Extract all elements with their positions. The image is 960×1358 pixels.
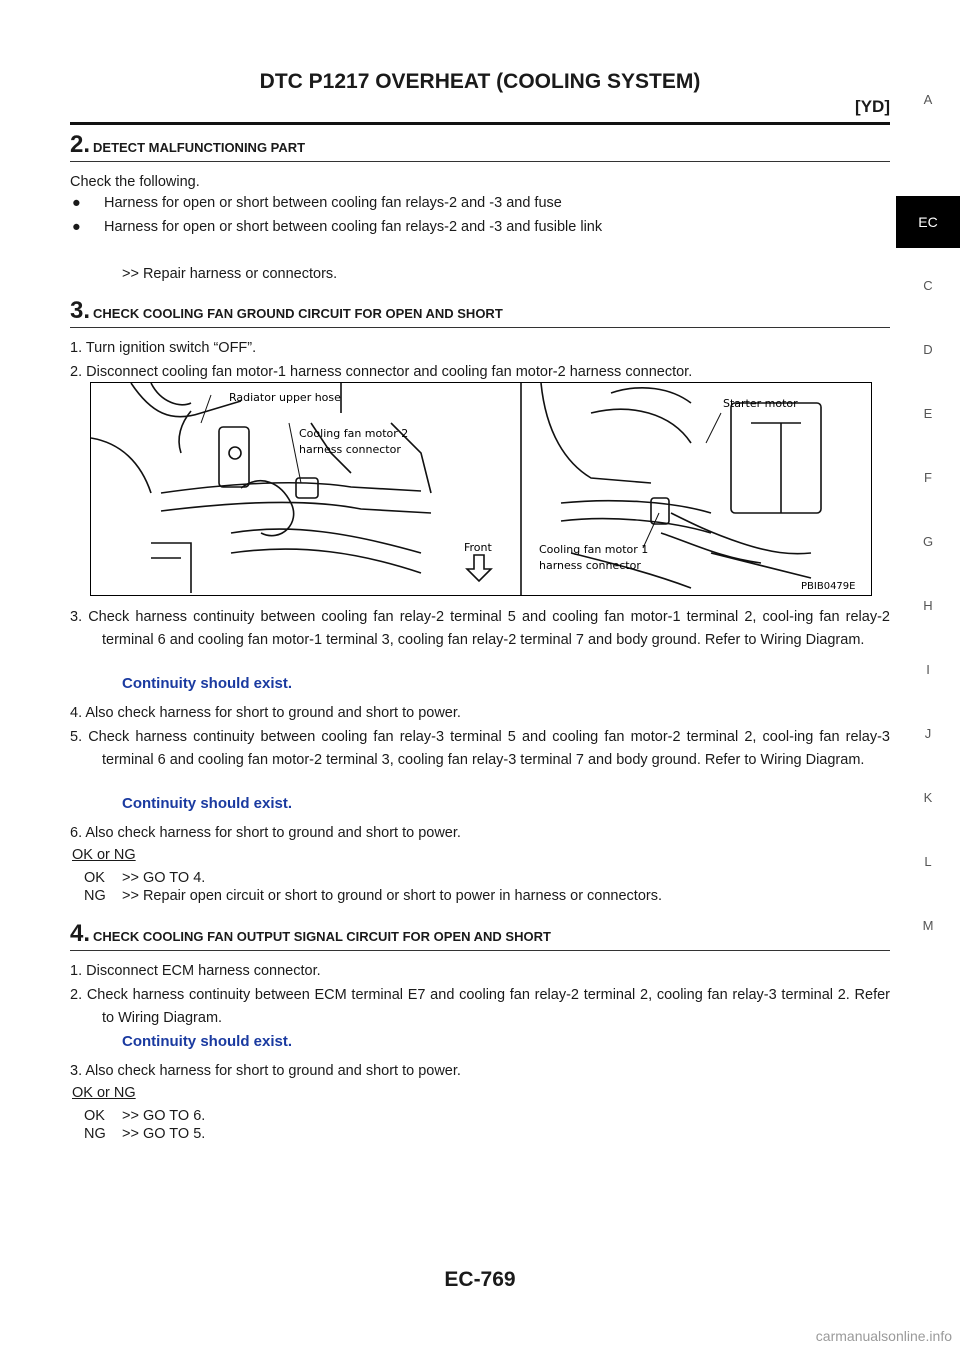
- step-2-intro: Check the following.: [70, 174, 200, 190]
- label-radiator-hose: Radiator upper hose: [229, 391, 341, 404]
- check-item: Harness for open or short between cooling fan relays-2 and -3 and fusible link: [104, 219, 603, 235]
- tab-d[interactable]: D: [923, 342, 933, 357]
- instruction-item: 6. Also check harness for short to ground and short to power.: [70, 825, 461, 841]
- engine-bay-illustration: [91, 383, 871, 595]
- instruction-item: 4. Also check harness for short to ground and short to power.: [70, 705, 461, 721]
- ok-action: >> GO TO 4.: [122, 870, 206, 886]
- page-number: EC-769: [444, 1268, 516, 1291]
- spec-continuity: Continuity should exist.: [122, 1033, 293, 1050]
- step-rule: [70, 161, 890, 162]
- ok-code: OK: [84, 1108, 105, 1124]
- watermark[interactable]: carmanualsonline.info: [815, 1328, 952, 1344]
- step-4-heading: [70, 920, 890, 948]
- instruction-item: 3. Check harness continuity between cooling fan relay-2 terminal 5 and cooling fan motor-1 terminal 2, cool-ing fan relay-2 terminal 6 and cooling fan motor-1 terminal 3, cooling fan relay-2 terminal 7 and body ground. Refer to Wiring Diagram.: [70, 609, 890, 648]
- spec-continuity: Continuity should exist.: [122, 675, 293, 692]
- ng-code: NG: [84, 1126, 106, 1142]
- ok-ng-label: OK or NG: [72, 847, 136, 863]
- ok-code: OK: [84, 870, 105, 886]
- bullet-icon: ●: [72, 219, 81, 235]
- engine-code: [YD]: [855, 97, 890, 116]
- label-fan1-connector: harness connector: [539, 559, 641, 572]
- instruction-item: 2. Disconnect cooling fan motor-1 harness connector and cooling fan motor-2 harness connector.: [70, 364, 693, 380]
- tab-i[interactable]: I: [926, 662, 930, 677]
- ng-action: >> Repair open circuit or short to ground or short to power in harness or connectors.: [122, 888, 663, 904]
- tab-ec[interactable]: EC: [896, 196, 960, 248]
- figure-code: PBIB0479E: [801, 581, 856, 592]
- label-starter-motor: Starter motor: [723, 397, 798, 410]
- instruction-item: 3. Also check harness for short to ground and short to power.: [70, 1063, 461, 1079]
- tab-j[interactable]: J: [924, 726, 932, 741]
- tab-h[interactable]: H: [923, 598, 933, 613]
- tab-l[interactable]: L: [924, 854, 932, 869]
- ng-code: NG: [84, 888, 106, 904]
- step-2-heading: [70, 131, 890, 159]
- header-rule: [70, 122, 890, 125]
- bullet-icon: ●: [72, 195, 81, 211]
- check-item: Harness for open or short between cooling fan relays-2 and -3 and fuse: [104, 195, 562, 211]
- connector-location-figure: [90, 382, 872, 596]
- tab-a[interactable]: A: [923, 92, 933, 107]
- step-3-heading: [70, 297, 890, 325]
- step-rule: [70, 327, 890, 328]
- ng-action: >> GO TO 5.: [122, 1126, 206, 1142]
- tab-k[interactable]: K: [923, 790, 933, 805]
- tab-f[interactable]: F: [924, 470, 932, 485]
- ok-ng-label: OK or NG: [72, 1085, 136, 1101]
- instruction-item: 2. Check harness continuity between ECM terminal E7 and cooling fan relay-2 terminal 2, cooling fan relay-3 terminal 2. Refer to Wiring Diagram.: [70, 987, 890, 1026]
- step-number: 2.: [70, 131, 91, 158]
- instruction-item: 1. Disconnect ECM harness connector.: [70, 963, 321, 979]
- step-title: DETECT MALFUNCTIONING PART: [93, 140, 306, 155]
- page-title: DTC P1217 OVERHEAT (COOLING SYSTEM): [259, 70, 701, 93]
- label-front: Front: [464, 541, 492, 554]
- step-rule: [70, 950, 890, 951]
- label-fan2-connector: harness connector: [299, 443, 401, 456]
- tab-e[interactable]: E: [923, 406, 933, 421]
- label-fan2-connector: Cooling fan motor 2: [299, 427, 409, 440]
- tab-c[interactable]: C: [923, 278, 933, 293]
- step-number: 4.: [70, 920, 91, 947]
- step-2-action: >> Repair harness or connectors.: [122, 266, 338, 282]
- tab-g[interactable]: G: [922, 534, 934, 549]
- label-fan1-connector: Cooling fan motor 1: [539, 543, 649, 556]
- instruction-item: 1. Turn ignition switch “OFF”.: [70, 340, 257, 356]
- instruction-item: 5. Check harness continuity between cooling fan relay-3 terminal 5 and cooling fan motor-2 terminal 2, cool-ing fan relay-3 terminal 6 and cooling fan motor-2 terminal 3, cooling fan relay-3 terminal 7 and body ground. Refer to Wiring Diagram.: [70, 729, 890, 768]
- step-title: CHECK COOLING FAN OUTPUT SIGNAL CIRCUIT FOR OPEN AND SHORT: [93, 929, 551, 944]
- step-number: 3.: [70, 297, 91, 324]
- spec-continuity: Continuity should exist.: [122, 795, 293, 812]
- step-title: CHECK COOLING FAN GROUND CIRCUIT FOR OPEN AND SHORT: [93, 306, 503, 321]
- ok-action: >> GO TO 6.: [122, 1108, 206, 1124]
- tab-m[interactable]: M: [922, 918, 934, 933]
